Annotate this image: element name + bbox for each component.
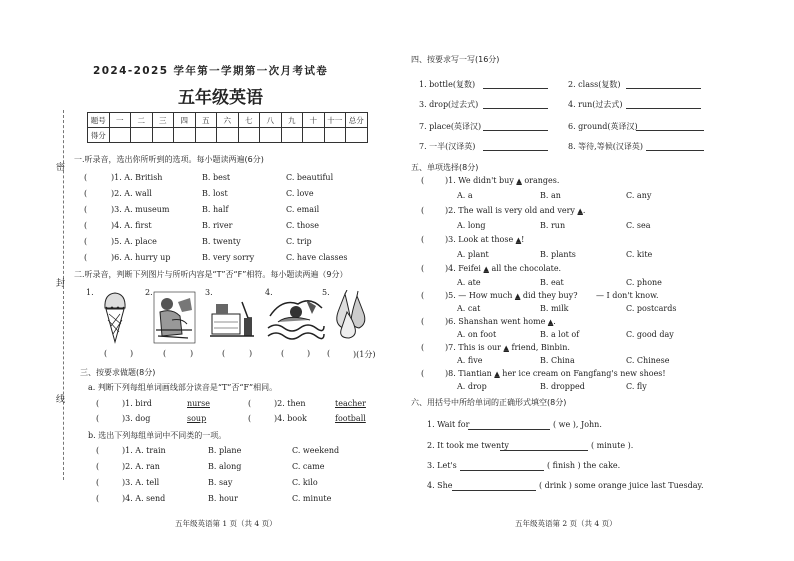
- question-text: [445, 206, 585, 215]
- prompt: 3. drop(过去式): [419, 100, 479, 109]
- picture-number: 4.: [265, 288, 273, 297]
- table-cell: 十一: [324, 113, 346, 128]
- option-a: A. five: [457, 356, 483, 365]
- question-stem: )1. We didn't buy: [445, 176, 514, 185]
- option-a: A. plant: [457, 250, 489, 259]
- seal-mark: 封: [56, 279, 66, 289]
- score-cell[interactable]: [131, 128, 153, 143]
- answer-line[interactable]: [483, 88, 548, 89]
- option-a: )3. A. museum: [111, 205, 170, 214]
- answer-paren[interactable]: (: [421, 235, 425, 244]
- option-b: B. along: [208, 462, 242, 471]
- option-b: B. best: [202, 173, 231, 182]
- table-cell: 六: [217, 113, 239, 128]
- question-stem-end: .: [582, 206, 586, 215]
- desk-picture: [208, 292, 256, 344]
- score-table-header-row: [88, 113, 368, 128]
- answer-paren[interactable]: (: [84, 205, 88, 214]
- word: )3. dog: [122, 414, 151, 423]
- prompt: 2. class(复数): [568, 80, 621, 89]
- picture-number: 2.: [145, 288, 153, 297]
- score-cell[interactable]: [346, 128, 368, 143]
- option-c: C. any: [626, 191, 652, 200]
- option-c: C. Chinese: [626, 356, 670, 365]
- answer-line[interactable]: [452, 490, 536, 491]
- option-c: C. kilo: [292, 478, 318, 487]
- part-heading: b. 选出下列每组单词中不同类的一项。: [88, 431, 227, 440]
- answer-paren[interactable]: (: [421, 264, 425, 273]
- seal-mark: 线: [56, 395, 66, 405]
- option-c: C. love: [286, 189, 314, 198]
- answer-paren[interactable]: (: [96, 462, 100, 471]
- ice-cream-picture: [100, 290, 130, 345]
- answer-paren: ): [190, 349, 194, 358]
- answer-paren[interactable]: (: [96, 399, 100, 408]
- option-b: B. eat: [540, 278, 564, 287]
- prompt: 7. place(英译汉): [419, 122, 482, 131]
- question-stem-end: oranges.: [524, 176, 560, 185]
- option-a: )4. A. first: [111, 221, 152, 230]
- question-stem-end: .: [553, 317, 556, 326]
- question-text: [445, 176, 559, 185]
- question-reply: — I don't know.: [596, 291, 659, 300]
- score-cell[interactable]: [281, 128, 303, 143]
- table-cell: 七: [238, 113, 260, 128]
- blank-marker: ▲: [503, 344, 509, 352]
- seal-mark: 密: [56, 163, 66, 173]
- pears-picture: [333, 290, 369, 340]
- exam-title: 2024-2025 学年第一学期第一次月考试卷: [93, 65, 329, 77]
- answer-paren[interactable]: (: [421, 343, 425, 352]
- score-table-score-row: [88, 128, 368, 143]
- option-b: B. twenty: [202, 237, 241, 246]
- exam-subtitle: 五年级英语: [178, 88, 263, 108]
- prompt: 1. bottle(复数): [419, 80, 476, 89]
- score-cell[interactable]: [303, 128, 325, 143]
- score-cell[interactable]: [324, 128, 346, 143]
- answer-paren[interactable]: (: [84, 253, 88, 262]
- table-cell: 题号: [88, 113, 110, 128]
- question-stem: )2. The wall is very old and very: [445, 206, 575, 215]
- answer-line[interactable]: [500, 450, 588, 451]
- answer-paren[interactable]: (: [84, 221, 88, 230]
- option-a: )1. A. train: [122, 446, 166, 455]
- picture-number: 1.: [86, 288, 94, 297]
- answer-paren[interactable]: (: [281, 349, 285, 358]
- answer-paren[interactable]: (: [96, 494, 100, 503]
- section-heading: 一.听录音，选出你所听到的选项。每小题读两遍(6分): [74, 155, 264, 164]
- table-cell: 五: [195, 113, 217, 128]
- answer-line[interactable]: [468, 429, 550, 430]
- table-cell: 九: [281, 113, 303, 128]
- option-a: )3. A. tell: [122, 478, 160, 487]
- word: nurse: [187, 399, 210, 408]
- question-stem: )3. Look at those: [445, 235, 514, 244]
- question-text: [445, 343, 570, 352]
- blank-marker: ▲: [483, 265, 489, 273]
- option-b: B. milk: [540, 304, 569, 313]
- answer-line[interactable]: [483, 108, 548, 109]
- option-b: B. an: [540, 191, 561, 200]
- score-cell[interactable]: [152, 128, 174, 143]
- question-text: [445, 235, 524, 244]
- answer-paren[interactable]: (: [96, 446, 100, 455]
- word: football: [335, 414, 366, 423]
- table-cell: 八: [260, 113, 282, 128]
- swimming-picture: [266, 292, 326, 342]
- answer-line[interactable]: [646, 150, 704, 151]
- answer-paren[interactable]: (: [421, 206, 425, 215]
- blank-marker: ▲: [516, 177, 522, 185]
- page-footer: 五年级英语第 2 页（共 4 页）: [515, 519, 617, 528]
- word: )2. then: [274, 399, 306, 408]
- answer-line[interactable]: [483, 150, 548, 151]
- question-stem-end: friend, Binbin.: [511, 343, 570, 352]
- option-a: )6. A. hurry up: [111, 253, 171, 262]
- section-heading: 五、单项选择(8分): [411, 163, 479, 172]
- score-cell[interactable]: [109, 128, 131, 143]
- table-cell: 二: [131, 113, 153, 128]
- option-a: A. drop: [457, 382, 487, 391]
- answer-line[interactable]: [626, 108, 701, 109]
- option-a: )2. A. ran: [122, 462, 160, 471]
- question-stem-end: did they buy?: [522, 291, 578, 300]
- question-stem-end: all the chocolate.: [491, 264, 562, 273]
- blank-marker: ▲: [547, 318, 554, 326]
- question-text: [445, 369, 666, 378]
- word: teacher: [335, 399, 366, 408]
- question-stem: )8. Tiantian: [445, 369, 492, 378]
- blank-marker: ▲: [515, 236, 522, 244]
- option-a: A. on foot: [457, 330, 497, 339]
- score-cell[interactable]: [238, 128, 260, 143]
- option-a: A. a: [457, 191, 473, 200]
- answer-paren[interactable]: (: [104, 349, 108, 358]
- question-stem: )5. — How much: [445, 291, 513, 300]
- fill-hint: ( minute ).: [591, 441, 634, 450]
- option-a: A. ate: [457, 278, 481, 287]
- option-c: C. postcards: [626, 304, 677, 313]
- picture-number: 3.: [205, 288, 213, 297]
- answer-paren[interactable]: (: [222, 349, 226, 358]
- question-stem: )7. This is our: [445, 343, 501, 352]
- fill-prompt: 3. Let's: [427, 461, 457, 470]
- table-cell: 十: [303, 113, 325, 128]
- table-cell: 四: [174, 113, 196, 128]
- answer-paren[interactable]: (: [248, 414, 252, 423]
- option-c: C. have classes: [286, 253, 348, 262]
- question-stem-end: !: [521, 235, 525, 244]
- option-c: C. beautiful: [286, 173, 334, 182]
- answer-paren[interactable]: (: [421, 176, 425, 185]
- answer-paren[interactable]: (: [84, 189, 88, 198]
- answer-paren[interactable]: (: [421, 291, 425, 300]
- fill-hint: ( finish ) the cake.: [547, 461, 621, 470]
- option-c: C. kite: [626, 250, 653, 259]
- question-text: [445, 264, 561, 273]
- prompt: 8. 等待,等候(汉译英): [568, 142, 643, 151]
- option-b: B. dropped: [540, 382, 585, 391]
- fill-prompt: 2. It took me twenty: [427, 441, 509, 450]
- section-heading: 四、按要求写一写(16分): [411, 55, 500, 64]
- answer-paren[interactable]: (: [327, 349, 331, 358]
- answer-paren[interactable]: (: [84, 173, 88, 182]
- answer-paren: ): [130, 349, 134, 358]
- option-b: B. say: [208, 478, 233, 487]
- answer-paren: ): [307, 349, 311, 358]
- option-a: )5. A. place: [111, 237, 157, 246]
- word: )4. book: [274, 414, 307, 423]
- option-c: C. came: [292, 462, 325, 471]
- prompt: 7. 一半(汉译英): [419, 142, 476, 151]
- blank-marker: ▲: [494, 370, 500, 378]
- option-b: B. very sorry: [202, 253, 255, 262]
- section-heading: 三、按要求做题(8分): [80, 368, 156, 377]
- option-a: A. long: [457, 221, 486, 230]
- answer-line[interactable]: [636, 130, 704, 131]
- prompt: 4. run(过去式): [568, 100, 623, 109]
- option-c: C. email: [286, 205, 320, 214]
- blank-marker: ▲: [514, 292, 521, 300]
- option-a: A. cat: [457, 304, 481, 313]
- answer-line[interactable]: [483, 130, 548, 131]
- option-a: )2. A. wall: [111, 189, 152, 198]
- option-a: )4. A. send: [122, 494, 166, 503]
- score-cell[interactable]: [260, 128, 282, 143]
- answer-paren[interactable]: (: [163, 349, 167, 358]
- answer-line[interactable]: [626, 88, 701, 89]
- answer-line[interactable]: [460, 470, 544, 471]
- answer-paren[interactable]: (: [84, 237, 88, 246]
- answer-paren[interactable]: (: [248, 399, 252, 408]
- option-c: C. those: [286, 221, 319, 230]
- option-c: C. phone: [626, 278, 662, 287]
- question-text: [445, 291, 577, 300]
- option-c: C. minute: [292, 494, 332, 503]
- fill-prompt: 4. She: [427, 481, 453, 490]
- table-cell: 总分: [346, 113, 368, 128]
- score-table: [87, 112, 368, 143]
- question-text: [445, 317, 556, 326]
- option-c: C. sea: [626, 221, 651, 230]
- answer-paren[interactable]: (: [421, 317, 425, 326]
- page-footer: 五年级英语第 1 页（共 4 页）: [175, 519, 277, 528]
- question-stem-end: her ice cream on Fangfang's new shoes!: [502, 369, 666, 378]
- score-cell[interactable]: [217, 128, 239, 143]
- table-cell: 得分: [88, 128, 110, 143]
- picture-number: 5.: [322, 288, 330, 297]
- answer-paren: ): [249, 349, 253, 358]
- answer-paren[interactable]: (: [96, 478, 100, 487]
- section-heading: 六、用括号中所给单词的正确形式填空(8分): [411, 398, 567, 407]
- option-b: B. lost: [202, 189, 228, 198]
- table-cell: 一: [109, 113, 131, 128]
- option-b: B. China: [540, 356, 575, 365]
- option-b: B. river: [202, 221, 233, 230]
- option-b: B. plants: [540, 250, 576, 259]
- option-b: B. hour: [208, 494, 238, 503]
- answer-paren: )(1分): [353, 350, 376, 359]
- option-a: )1. A. British: [111, 173, 163, 182]
- option-c: C. weekend: [292, 446, 340, 455]
- option-b: B. a lot of: [540, 330, 580, 339]
- question-stem: )4. Feifei: [445, 264, 481, 273]
- part-heading: a. 判断下列每组单词画线部分读音是“T”否“F”相同。: [88, 383, 278, 392]
- fill-prompt: 1. Wait for: [427, 420, 470, 429]
- question-stem: )6. Shanshan went home: [445, 317, 546, 326]
- word: soup: [187, 414, 207, 423]
- answer-paren[interactable]: (: [421, 369, 425, 378]
- option-b: B. half: [202, 205, 229, 214]
- option-b: B. plane: [208, 446, 242, 455]
- option-b: B. run: [540, 221, 566, 230]
- option-c: C. trip: [286, 237, 312, 246]
- fill-hint: ( drink ) some orange juice last Tuesday.: [539, 481, 704, 490]
- section-heading: 二.听录音，判断下列图片与所听内容是“T”否“F”相符。每小题读两遍（9分）: [74, 270, 348, 279]
- score-cell[interactable]: [174, 128, 196, 143]
- prompt: 6. ground(英译汉): [568, 122, 638, 131]
- fill-hint: ( we ), John.: [553, 420, 602, 429]
- word: )1. bird: [122, 399, 152, 408]
- blank-marker: ▲: [577, 207, 583, 215]
- option-c: C. good day: [626, 330, 674, 339]
- score-cell[interactable]: [195, 128, 217, 143]
- person-picture: [152, 290, 197, 345]
- option-c: C. fly: [626, 382, 647, 391]
- table-cell: 三: [152, 113, 174, 128]
- answer-paren[interactable]: (: [96, 414, 100, 423]
